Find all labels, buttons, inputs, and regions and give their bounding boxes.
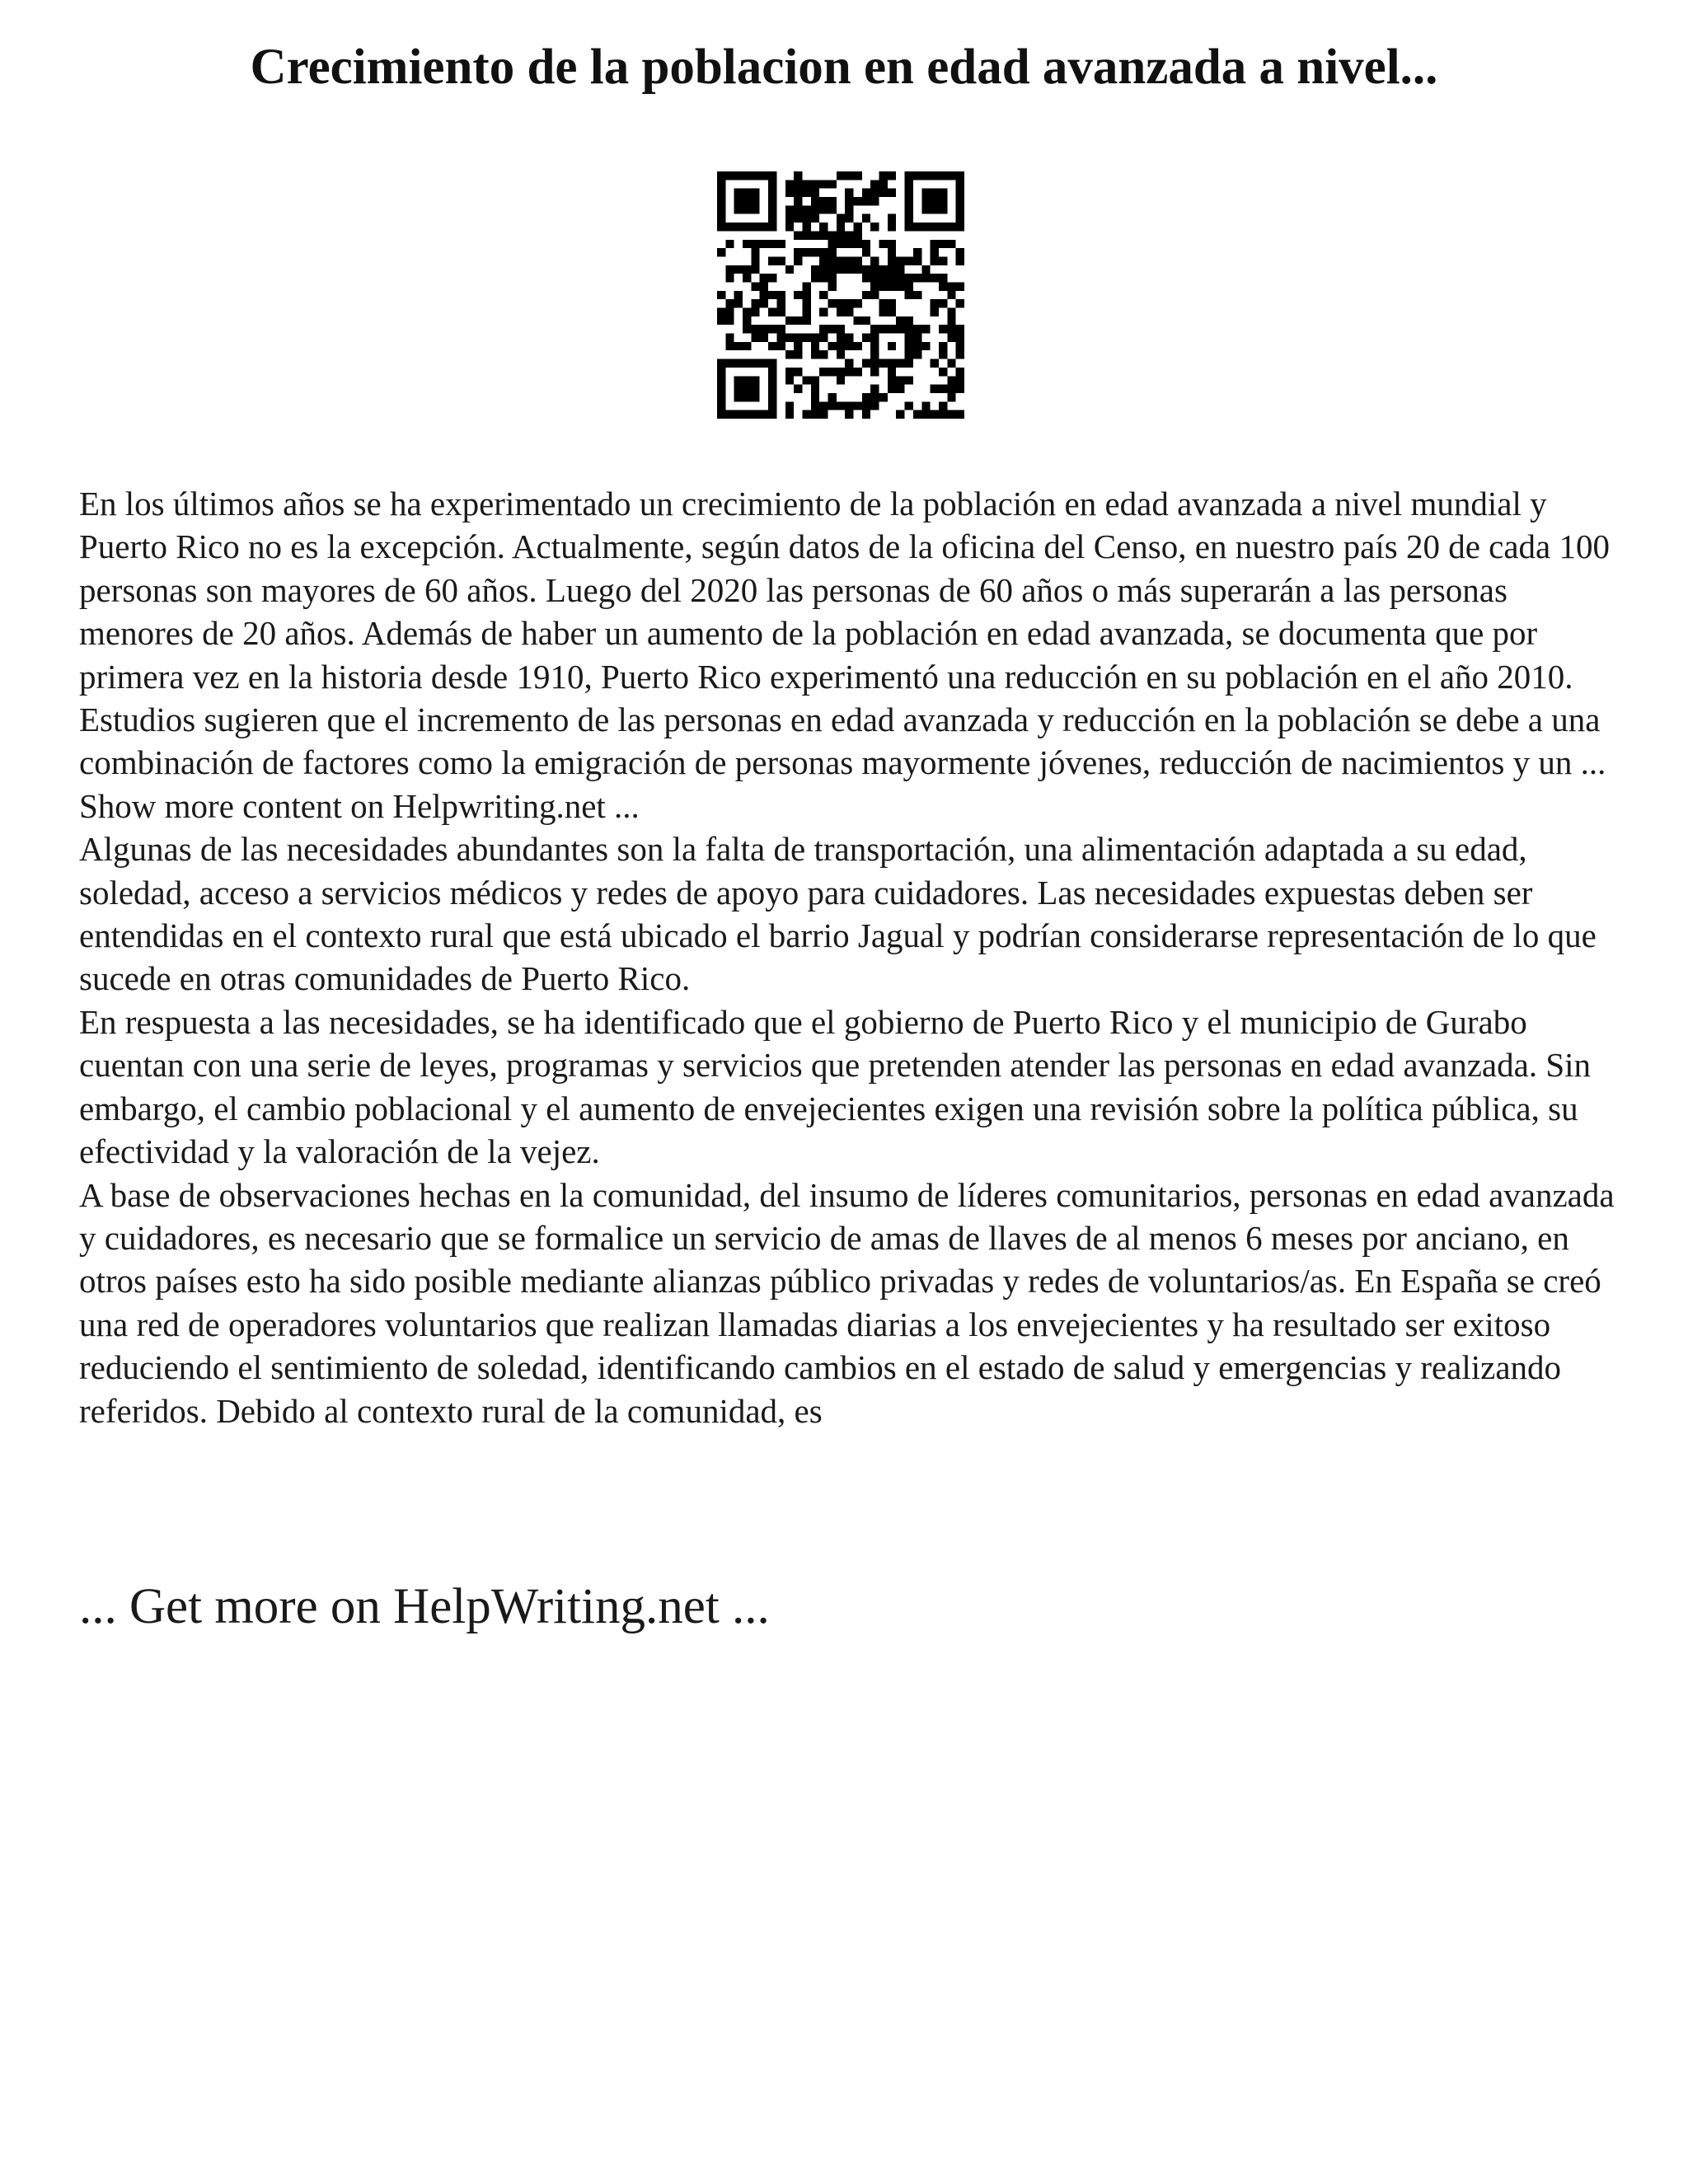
document-title: Crecimiento de la poblacion en edad avanzada a nivel... [250, 40, 1438, 95]
paragraph: En los últimos años se ha experimentado un crecimiento de la población en edad avanzada a nivel mundial y Puerto Rico no es la excepción. Actualmente, según datos de la oficina del Censo, en nuestro país 20 de cada 100 personas son mayores de 60 años. Luego del 2020 las personas de 60 años o más superarán a las personas menores de 20 años. Además de haber un aumento de la población en edad avanzada, se documenta que por primera vez en la historia desde 1910, Puerto Rico experimentó una reducción en su población en el año 2010. Estudios sugieren que el incremento de las personas en edad avanzada y reducción en la población se debe a una combinación de factores como la emigración de personas mayormente jóvenes, reducción de nacimientos y un ... Show more content on Helpwriting.net ... [79, 485, 1610, 825]
qr-code-icon [717, 171, 964, 419]
document-body [79, 482, 1629, 1432]
get-more-link[interactable]: ... Get more on HelpWriting.net ... [79, 1579, 770, 1634]
paragraph: Algunas de las necesidades abundantes son la falta de transportación, una alimentación adaptada a su edad, soledad, acceso a servicios médicos y redes de apoyo para cuidadores. Las necesidades expuestas deben ser entendidas en el contexto rural que está ubicado el barrio Jagual y podrían considerarse representación de lo que sucede en otras comunidades de Puerto Rico. [79, 830, 1597, 998]
paragraph: En respuesta a las necesidades, se ha identificado que el gobierno de Puerto Rico y el municipio de Gurabo cuentan con una serie de leyes, programas y servicios que pretenden atender las personas en edad avanzada. Sin embargo, el cambio poblacional y el aumento de envejecientes exigen una revisión sobre la política pública, su efectividad y la valoración de la vejez. [79, 1002, 1592, 1171]
paragraph: A base de observaciones hechas en la comunidad, del insumo de líderes comunitarios, personas en edad avanzada y cuidadores, es necesario que se formalice un servicio de amas de llaves de al menos 6 meses por anciano, en otros países esto ha sido posible mediante alianzas público privadas y redes de voluntarios/as. En España se creó una red de operadores voluntarios que realizan llamadas diarias a los envejecientes y ha resultado ser exitoso reduciendo el sentimiento de soledad, identificando cambios en el estado de salud y emergencias y realizando referidos. Debido al contexto rural de la comunidad, es [79, 1175, 1615, 1430]
